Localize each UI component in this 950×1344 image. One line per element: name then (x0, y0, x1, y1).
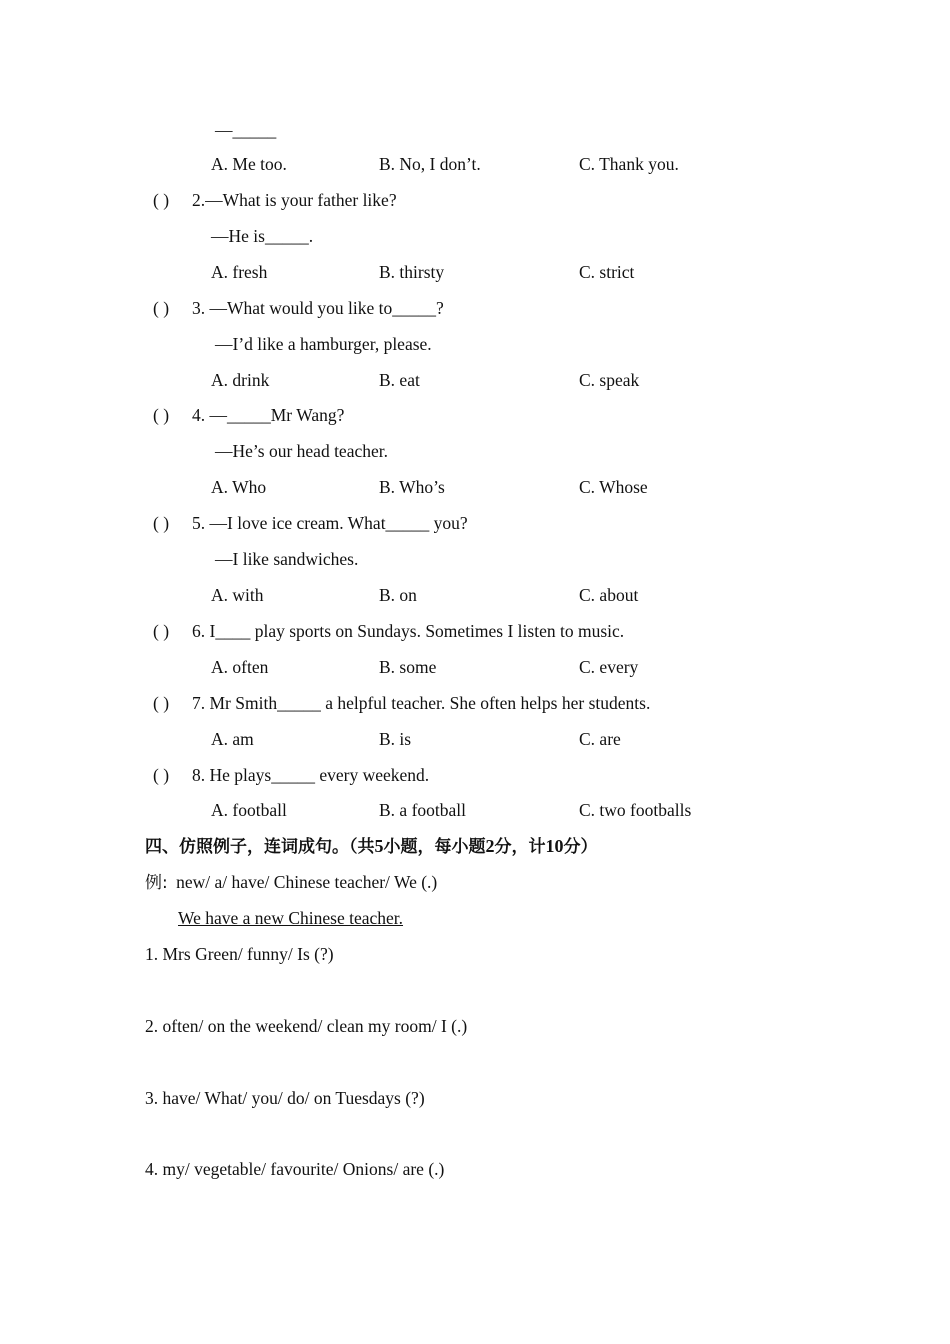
q8-answer-paren[interactable]: ( ) (153, 765, 170, 785)
section-4-heading (145, 835, 598, 858)
q7-option-c: C. are (579, 729, 621, 749)
q1-answer-line: —_____ (215, 120, 277, 140)
example-answer: We have a new Chinese teacher. (178, 908, 404, 928)
q3-answer-paren[interactable]: ( ) (153, 298, 170, 318)
q3-option-b: B. eat (379, 370, 420, 390)
q3-option-c: C. speak (579, 370, 640, 390)
section-4-points-each: 2 (485, 836, 495, 856)
q4-option-b: B. Who’s (379, 477, 445, 497)
section-4-question-count: 5 (374, 836, 384, 856)
example-row (145, 871, 437, 894)
section-4-item-2: 2. often/ on the weekend/ clean my room/ I (.) (145, 1016, 468, 1036)
q1-option-b: B. No, I don’t. (379, 154, 481, 174)
q2-option-a: A. fresh (211, 262, 268, 282)
q6-stem: 6. I____ play sports on Sundays. Sometimes I listen to music. (192, 621, 625, 641)
q2-answer-paren[interactable]: ( ) (153, 190, 170, 210)
section-4-heading-prefix: 四、仿照例子，连词成句。（共 (145, 837, 375, 857)
section-4-item-3: 3. have/ What/ you/ do/ on Tuesdays (?) (145, 1088, 425, 1108)
q1-option-c: C. Thank you. (579, 154, 679, 174)
section-4-item-4: 4. my/ vegetable/ favourite/ Onions/ are (.) (145, 1159, 445, 1179)
q4-stem: 4. —_____Mr Wang? (192, 405, 345, 425)
q7-stem: 7. Mr Smith_____ a helpful teacher. She often helps her students. (192, 693, 651, 713)
q2-option-b: B. thirsty (379, 262, 445, 282)
example-words: new/ a/ have/ Chinese teacher/ We (.) (176, 872, 438, 892)
q2-stem: 2.—What is your father like? (192, 190, 397, 210)
q5-option-a: A. with (211, 585, 264, 605)
q8-option-a: A. football (211, 800, 287, 820)
q5-option-b: B. on (379, 585, 417, 605)
q1-option-a: A. Me too. (211, 154, 287, 174)
q3-stem: 3. —What would you like to_____? (192, 298, 444, 318)
q8-option-c: C. two footballs (579, 800, 692, 820)
q6-option-a: A. often (211, 657, 269, 677)
q2-answer-line: —He is_____. (211, 226, 314, 246)
q6-option-b: B. some (379, 657, 437, 677)
q7-answer-paren[interactable]: ( ) (153, 693, 170, 713)
q2-option-c: C. strict (579, 262, 635, 282)
q8-stem: 8. He plays_____ every weekend. (192, 765, 430, 785)
q6-answer-paren[interactable]: ( ) (153, 621, 170, 641)
q4-answer-paren[interactable]: ( ) (153, 405, 170, 425)
q5-answer-paren[interactable]: ( ) (153, 513, 170, 533)
section-4-total-points: 10 (545, 836, 564, 856)
q7-option-a: A. am (211, 729, 254, 749)
q6-option-c: C. every (579, 657, 639, 677)
q8-option-b: B. a football (379, 800, 466, 820)
q4-option-a: A. Who (211, 477, 267, 497)
q5-answer-line: —I like sandwiches. (215, 549, 359, 569)
section-4-heading-suffix: 分） (563, 837, 598, 857)
example-label: 例: (145, 873, 168, 893)
q5-option-c: C. about (579, 585, 639, 605)
q4-answer-line: —He’s our head teacher. (215, 441, 388, 461)
q4-option-c: C. Whose (579, 477, 648, 497)
section-4-heading-mid1: 小题，每小题 (383, 837, 486, 857)
q3-option-a: A. drink (211, 370, 270, 390)
section-4-heading-mid2: 分，计 (494, 837, 546, 857)
q7-option-b: B. is (379, 729, 412, 749)
q3-answer-line: —I’d like a hamburger, please. (215, 334, 432, 354)
section-4-item-1: 1. Mrs Green/ funny/ Is (?) (145, 944, 334, 964)
q5-stem: 5. —I love ice cream. What_____ you? (192, 513, 468, 533)
